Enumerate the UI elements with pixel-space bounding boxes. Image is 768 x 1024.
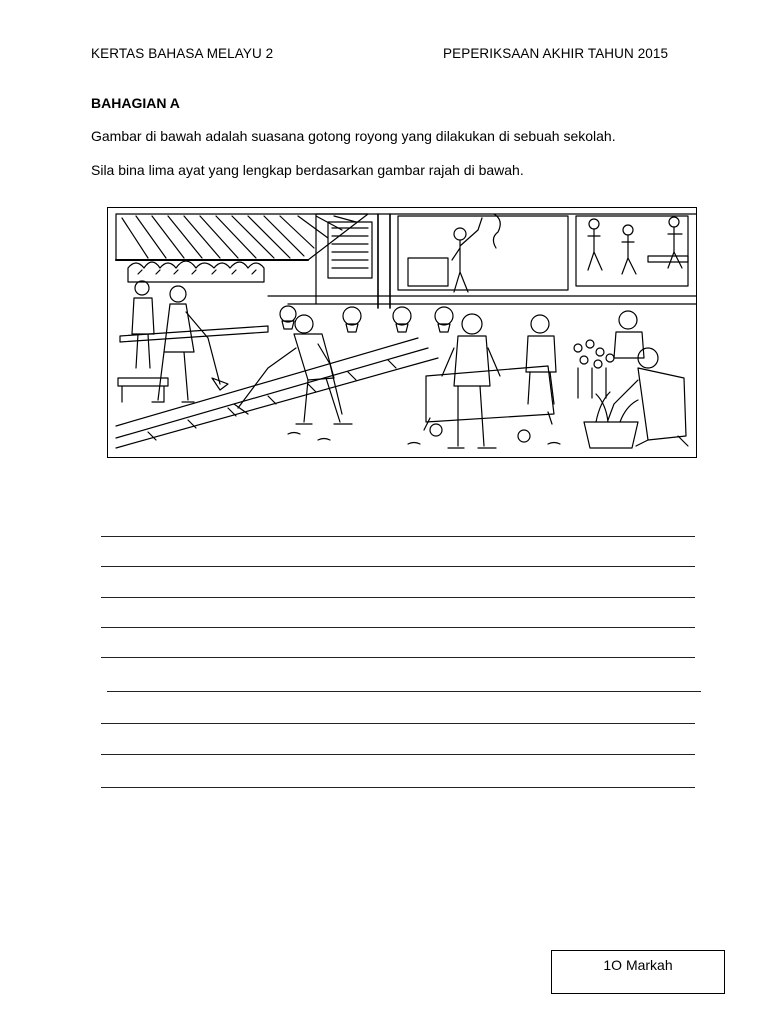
teacher-sweeping bbox=[152, 286, 228, 402]
marks-box bbox=[551, 950, 725, 994]
bench bbox=[118, 326, 268, 402]
boy-with-hoe bbox=[234, 315, 352, 424]
boy-left bbox=[132, 281, 154, 368]
answer-line[interactable] bbox=[101, 754, 695, 755]
boy-right bbox=[614, 311, 644, 358]
roof bbox=[116, 214, 368, 260]
marks-label: 1O Markah bbox=[603, 957, 673, 973]
section-title: BAHAGIAN A bbox=[91, 95, 180, 111]
potted-plants bbox=[280, 306, 453, 332]
boy-painting-wall bbox=[452, 214, 500, 292]
boy-pushing-cart bbox=[442, 314, 500, 448]
answer-line[interactable] bbox=[101, 627, 695, 628]
flower-pot bbox=[584, 392, 638, 448]
answer-line[interactable] bbox=[101, 657, 695, 658]
answer-line[interactable] bbox=[101, 566, 695, 567]
classroom-building bbox=[268, 214, 696, 308]
boy-planting bbox=[608, 348, 688, 446]
answer-line[interactable] bbox=[101, 787, 695, 788]
flowers bbox=[574, 340, 614, 398]
instruction-2: Sila bina lima ayat yang lengkap berdasarkan gambar rajah di bawah. bbox=[91, 162, 524, 178]
answer-line[interactable] bbox=[107, 691, 701, 692]
header-left: KERTAS BAHASA MELAYU 2 bbox=[91, 46, 274, 61]
gotong-royong-illustration bbox=[107, 207, 697, 458]
ground-texture bbox=[288, 433, 560, 445]
students-background bbox=[588, 217, 688, 274]
header-right: PEPERIKSAAN AKHIR TAHUN 2015 bbox=[443, 46, 669, 61]
bushes bbox=[128, 261, 264, 282]
answer-line[interactable] bbox=[101, 536, 695, 537]
answer-line[interactable] bbox=[101, 723, 695, 724]
answer-line[interactable] bbox=[101, 597, 695, 598]
instruction-1: Gambar di bawah adalah suasana gotong royong yang dilakukan di sebuah sekolah. bbox=[91, 128, 616, 144]
